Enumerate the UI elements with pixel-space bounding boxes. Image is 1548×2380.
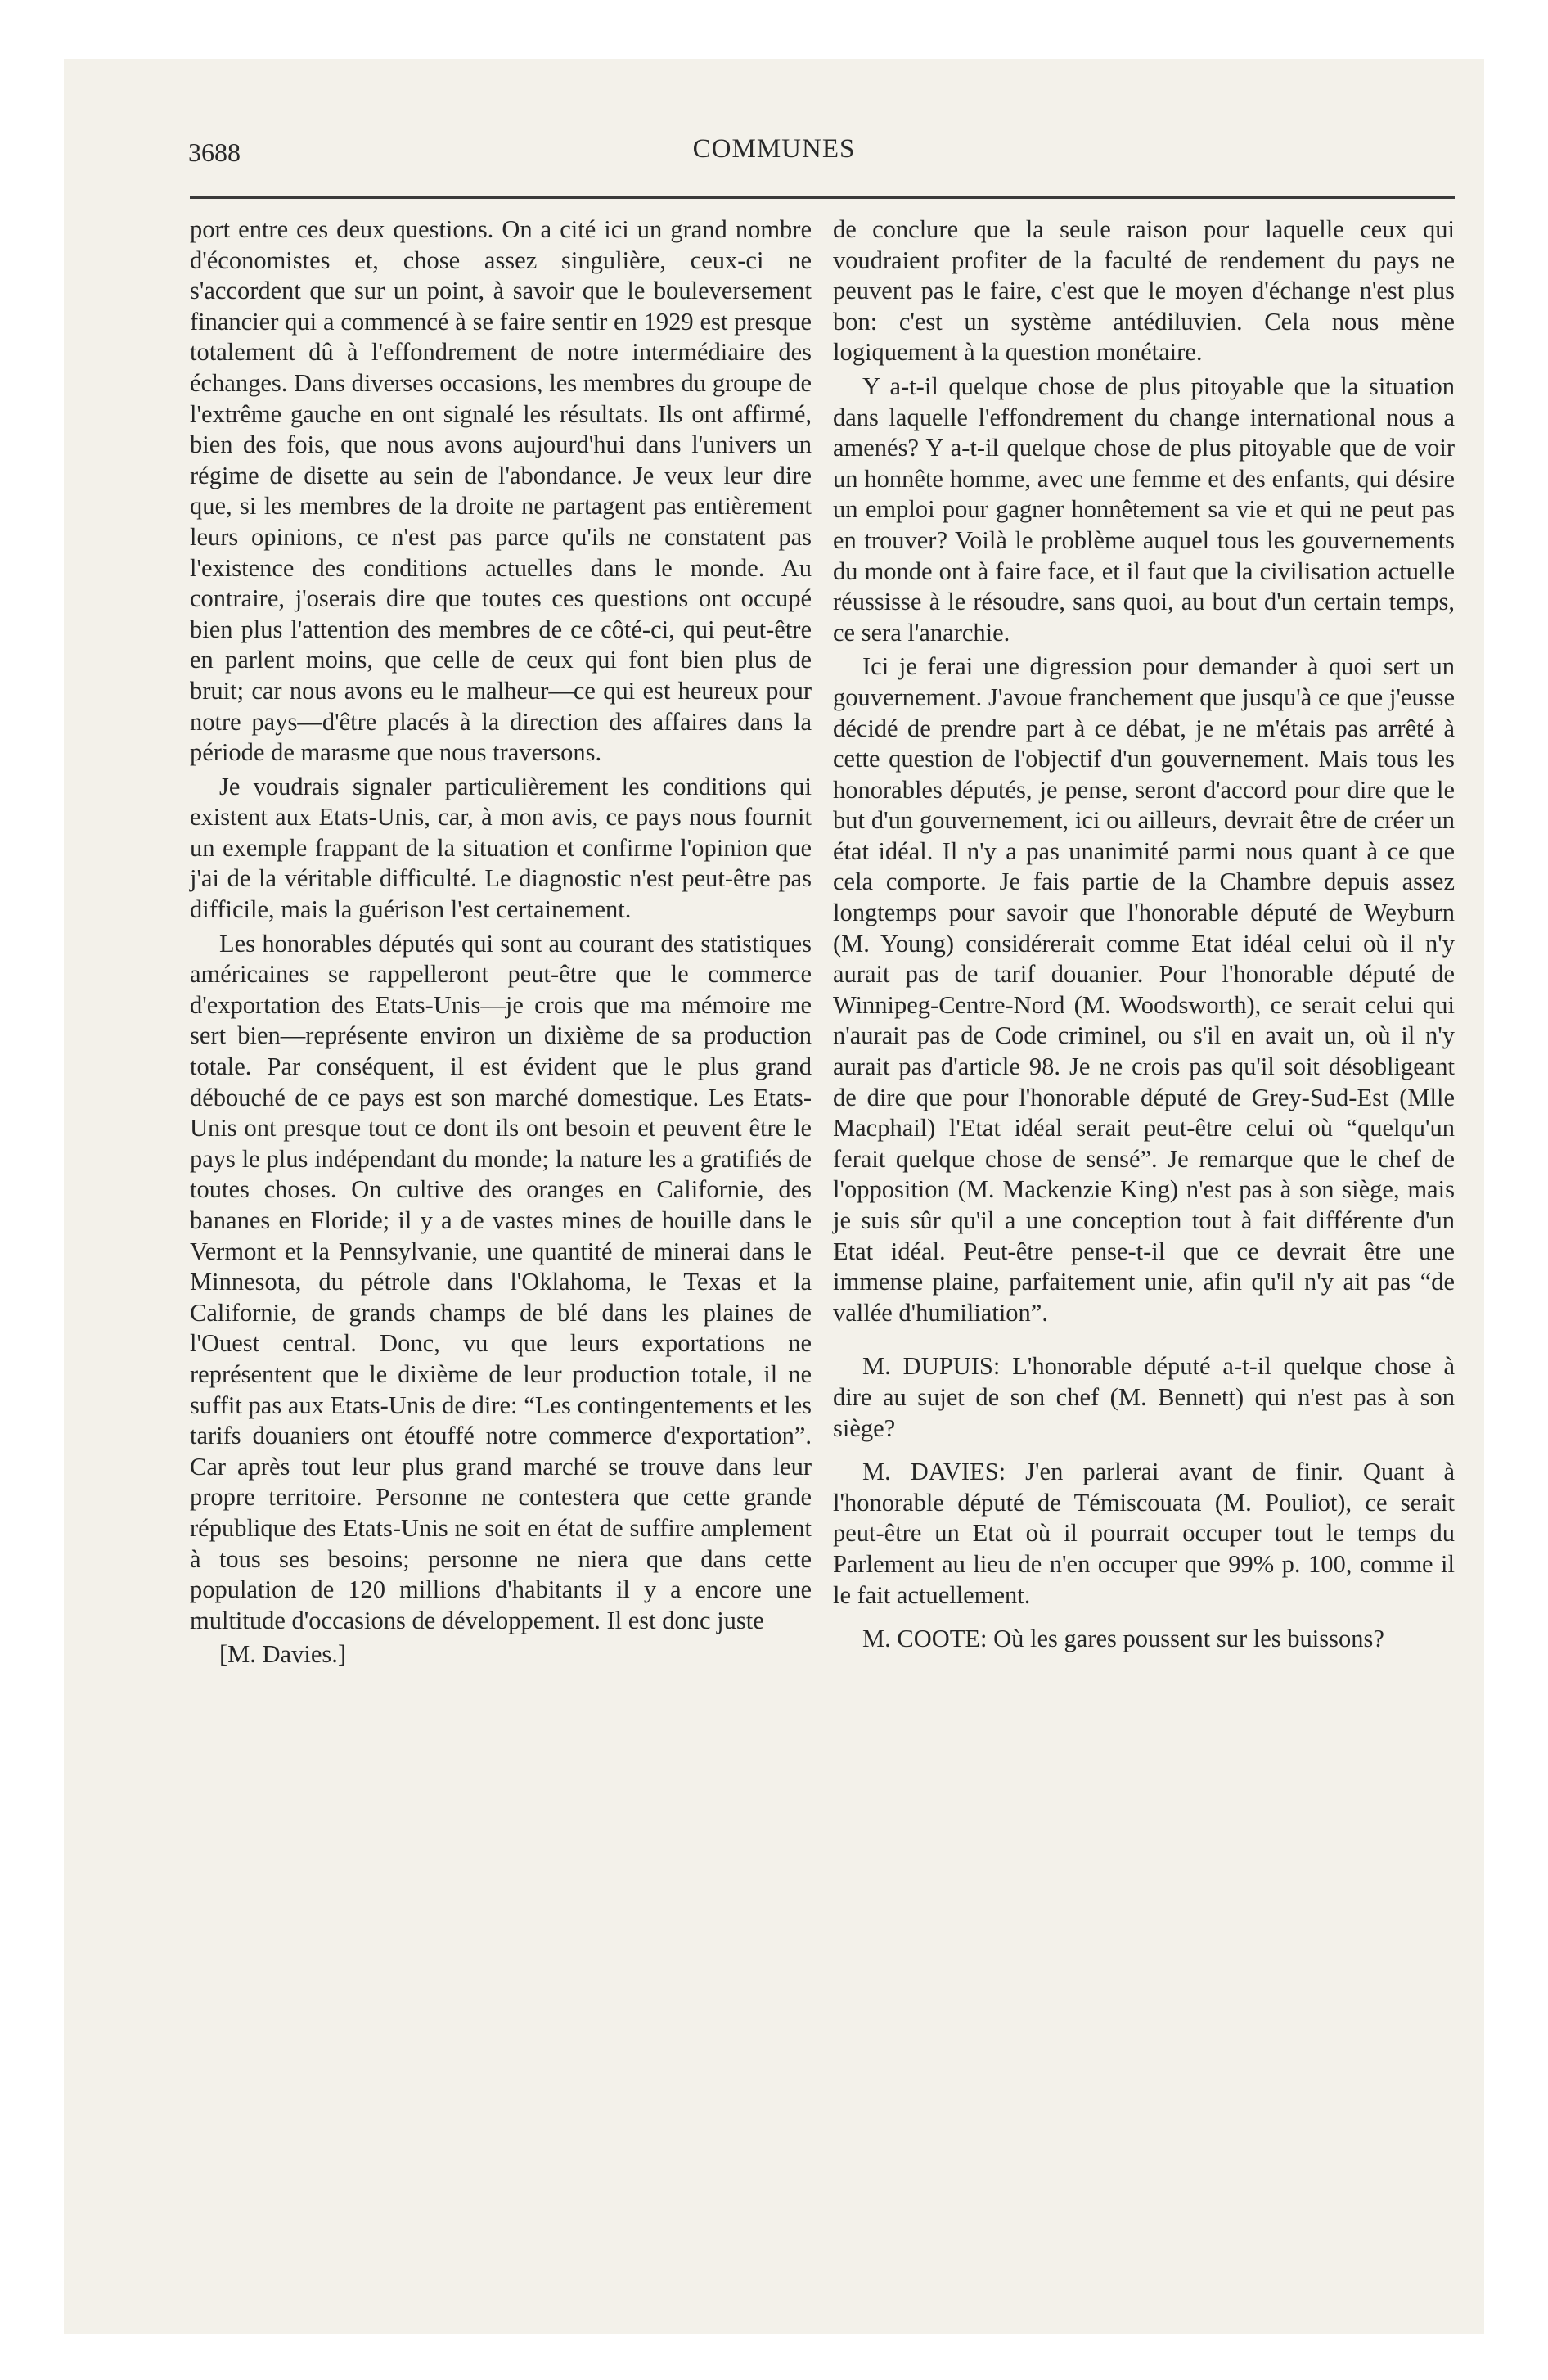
paragraph: Ici je ferai une digression pour demander à quoi sert un gouvernement. J'avoue franchement que jusqu'à ce que j'eusse décidé de prendre part à ce débat, je ne m'étais pas arrêté à cette question de l'objectif d'un gouvernement. Mais tous les honorables députés, je pense, seront d'accord pour dire que le but d'un gouvernement, ici ou ailleurs, devrait être de créer un état idéal. Il n'y a pas unanimité parmi nous quant à ce que cela comporte. Je fais partie de la Chambre depuis assez longtemps pour savoir que l'honorable député de Weyburn (M. Young) considérerait comme Etat idéal celui où il n'y aurait pas de tarif douanier. Pour l'honorable député de Winnipeg-Centre-Nord (M. Woodsworth), ce serait celui qui n'aurait pas de Code criminel, ou s'il en avait un, où il n'y aurait pas d'article 98. Je ne crois pas qu'il soit désobligeant de dire que pour l'honorable député de Grey-Sud-Est (Mlle Macphail) l'Etat idéal serait peut-être celui où “quelqu'un ferait quelque chose de sensé”. Je remarque que le chef de l'opposition (M. Mackenzie King) n'est pas à son siège, mais je suis sûr qu'il a une conception tout à fait différente d'un Etat idéal. Peut-être pense-t-il que ce devrait être une immense plaine, parfaitement unie, afin qu'il n'y ait pas “de vallée d'humiliation”. bbox=[833, 652, 1455, 1327]
paragraph: port entre ces deux questions. On a cité ici un grand nombre d'économistes et, chose assez singulière, ceux-ci ne s'accordent que sur un point, à savoir que le bouleversement financier qui a commencé à se faire sentir en 1929 est presque totalement dû à l'effondrement de notre intermédiaire des échanges. Dans diverses occasions, les membres du groupe de l'extrême gauche en ont signalé les résultats. Ils ont affirmé, bien des fois, que nous avons aujourd'hui dans l'univers un régime de disette au sein de l'abondance. Je veux leur dire que, si les membres de la droite ne partagent pas entièrement leurs opinions, ce n'est pas parce qu'ils ne constatent pas l'existence des conditions actuelles dans le monde. Au contraire, j'oserais dire que toutes ces questions ont occupé bien plus l'attention des membres de ce côté-ci, qui peut-être en parlent moins, que celle de ceux qui font bien plus de bruit; car nous avons eu le malheur—ce qui est heureux pour notre pays—d'être placés à la direction des affaires dans la période de marasme que nous traversons. bbox=[190, 215, 812, 767]
left-column bbox=[190, 214, 812, 1674]
speech-coote: M. COOTE: Où les gares poussent sur les buissons? bbox=[862, 1625, 1384, 1653]
paragraph: de conclure que la seule raison pour laquelle ceux qui voudraient profiter de la faculté de rendement du pays ne peuvent pas le faire, c'est que le moyen d'échange n'est plus bon: c'est un système antédiluvien. Cela nous mène logiquement à la question monétaire. bbox=[833, 215, 1455, 367]
paragraph: Y a-t-il quelque chose de plus pitoyable que la situation dans laquelle l'effondrement du change international nous a amenés? Y a-t-il quelque chose de plus pitoyable que de voir un honnête homme, avec une femme et des enfants, qui désire un emploi pour gagner honnêtement sa vie et qui ne peut pas en trouver? Voilà le problème auquel tous les gouvernements du monde ont à faire face, et il faut que la civilisation actuelle réussisse à le résoudre, sans quoi, au bout d'un certain temps, ce sera l'anarchie. bbox=[833, 372, 1455, 647]
speech-davies: M. DAVIES: J'en parlerai avant de finir. Quant à l'honorable député de Témiscouata (M. Pouliot), ce serait peut-être un Etat où il pourrait occuper tout le temps du Parlement au lieu de n'en occuper que 99% p. 100, comme il le fait actuellement. bbox=[833, 1458, 1455, 1609]
running-head: COMMUNES bbox=[692, 134, 856, 164]
paragraph: Les honorables députés qui sont au courant des statistiques américaines se rappelleront peut-être que le commerce d'exportation des Etats-Unis—je crois que ma mémoire me sert bien—représente environ un dixième de sa production totale. Par conséquent, il est évident que le plus grand débouché de ce pays est son marché domestique. Les Etats-Unis ont presque tout ce dont ils ont besoin et peuvent être le pays le plus indépendant du monde; la nature les a gratifiés de toutes choses. On cultive des oranges en Californie, des bananes en Floride; il y a de vastes mines de houille dans le Vermont et la Pennsylvanie, une quantité de minerai dans le Minnesota, du pétrole dans l'Oklahoma, le Texas et la Californie, de grands champs de blé dans les plaines de l'Ouest central. Donc, vu que leurs exportations ne représentent que le dixième de leur production totale, il ne suffit pas aux Etats-Unis de dire: “Les contingentements et les tarifs douaniers ont étouffé notre commerce d'exportation”. Car après tout leur plus grand marché se trouve dans leur propre territoire. Personne ne contestera que cette grande république des Etats-Unis ne soit en état de suffire amplement à tous ses besoins; personne ne niera que dans cette population de 120 millions d'habitants il y a encore une multitude d'occasions de développement. Il est donc juste bbox=[190, 929, 812, 1634]
speaker-footer-note: [M. Davies.] bbox=[219, 1640, 347, 1669]
right-column bbox=[833, 214, 1455, 1658]
paragraph: Je voudrais signaler particulièrement les conditions qui existent aux Etats-Unis, car, à mon avis, ce pays nous fournit un exemple frappant de la situation et confirme l'opinion que j'ai de la véritable difficulté. Le diagnostic n'est peut-être pas difficile, mais la guérison l'est certainement. bbox=[190, 772, 812, 924]
header-rule bbox=[190, 196, 1455, 199]
page-number: 3688 bbox=[188, 137, 241, 167]
speech-dupuis: M. DUPUIS: L'honorable député a-t-il quelque chose à dire au sujet de son chef (M. Bennett) qui n'est pas à son siège? bbox=[833, 1352, 1455, 1442]
